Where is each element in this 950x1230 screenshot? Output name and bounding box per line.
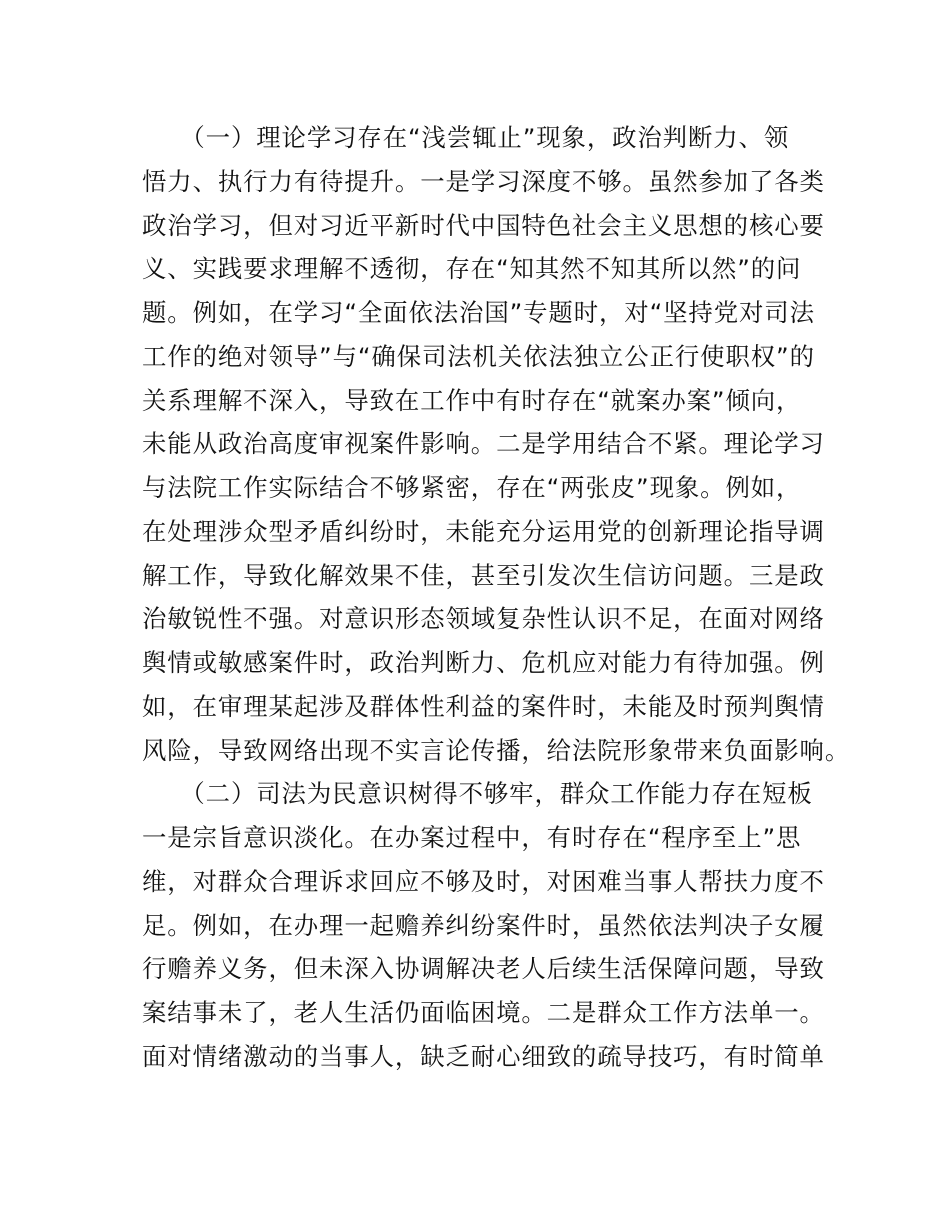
text-line: 在处理涉众型矛盾纠纷时，未能充分运用党的创新理论指导调 [142,516,825,546]
text-line: 义、实践要求理解不透彻，存在“知其然不知其所以然”的问 [142,254,802,284]
text-line: 工作的绝对领导”与“确保司法机关依法独立公正行使职权”的 [142,341,815,371]
text-line: 悟力、执行力有待提升。一是学习深度不够。虽然参加了各类 [142,166,825,196]
text-line: 题。例如，在学习“全面依法治国”专题时，对“坚持党对司法 [142,298,815,327]
text-line: 行赡养义务，但未深入协调解决老人后续生活保障问题，导致 [142,954,825,984]
text-line: 解工作，导致化解效果不佳，甚至引发次生信访问题。三是政 [142,560,825,590]
paragraph-section-2 [142,772,825,1078]
text-line: （二）司法为民意识树得不够牢，群众工作能力存在短板 [142,779,813,809]
text-line: 舆情或敏感案件时，政治判断力、危机应对能力有待加强。例 [142,648,825,677]
text-line: 面对情绪激动的当事人，缺乏耐心细致的疏导技巧，有时简单 [142,1041,825,1071]
text-line: 政治学习，但对习近平新时代中国特色社会主义思想的核心要 [142,210,825,240]
document-body [142,116,851,1079]
text-line: 如，在审理某起涉及群体性利益的案件时，未能及时预判舆情 [142,691,825,721]
text-line: 风险，导致网络出现不实言论传播，给法院形象带来负面影响。 [142,735,851,765]
text-line: 关系理解不深入，导致在工作中有时存在“就案办案”倾向， [142,385,802,415]
text-line: 一是宗旨意识淡化。在办案过程中，有时存在“程序至上”思 [142,823,802,852]
text-line: 维，对群众合理诉求回应不够及时，对困难当事人帮扶力度不 [142,866,825,896]
text-line: 与法院工作实际结合不够紧密，存在“两张皮”现象。例如， [142,473,802,502]
text-line: 足。例如，在办理一起赡养纠纷案件时，虽然依法判决子女履 [142,910,825,940]
text-line: 未能从政治高度审视案件影响。二是学用结合不紧。理论学习 [142,429,825,459]
text-line: 案结事未了，老人生活仍面临困境。二是群众工作方法单一。 [142,998,825,1027]
text-line: （一）理论学习存在“浅尝辄止”现象，政治判断力、领 [142,123,790,152]
text-line: 治敏锐性不强。对意识形态领域复杂性认识不足，在面对网络 [142,604,825,634]
paragraph-section-1 [142,116,851,772]
